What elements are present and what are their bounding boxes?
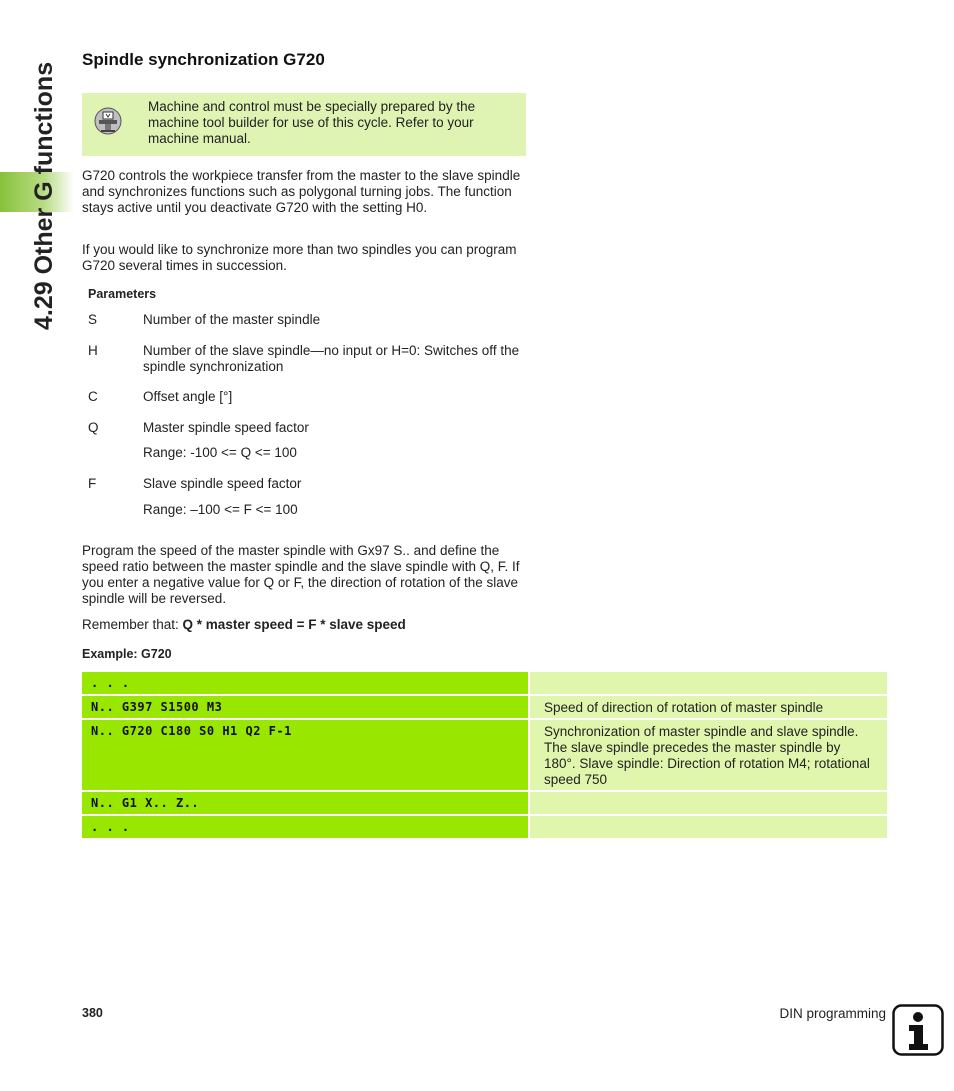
example-title: Example: G720 bbox=[82, 647, 172, 661]
param-desc: Number of the slave spindle—no input or H=0: Switches off the spindle synchronization bbox=[143, 343, 520, 374]
code-cell: N.. G397 S1500 M3 bbox=[82, 696, 528, 718]
code-cell: . . . bbox=[82, 816, 528, 838]
table-row bbox=[82, 816, 887, 838]
multi-spindle-paragraph: If you would like to synchronize more than two spindles you can program G720 several times in succession. bbox=[82, 242, 517, 273]
comment-cell bbox=[530, 792, 887, 814]
param-range: Range: –100 <= F <= 100 bbox=[143, 502, 298, 517]
param-key: F bbox=[88, 476, 97, 491]
comment-cell: Speed of direction of rotation of master spindle bbox=[530, 696, 887, 718]
param-desc: Slave spindle speed factor bbox=[143, 476, 302, 491]
section-heading: Spindle synchronization G720 bbox=[82, 50, 325, 69]
comment-cell: Synchronization of master spindle and slave spindle. The slave spindle precedes the master spindle by 180°. Slave spindle: Direction of rotation M4; rotational speed 750 bbox=[530, 720, 887, 790]
param-range: Range: -100 <= Q <= 100 bbox=[143, 445, 297, 460]
intro-paragraph: G720 controls the workpiece transfer from the master to the slave spindle and synchronizes functions such as polygonal turning jobs. The function stays active until you deactivate G720 with the setting H0. bbox=[82, 168, 521, 215]
table-row bbox=[82, 720, 887, 790]
remember-prefix: Remember that: bbox=[82, 617, 183, 632]
code-cell: . . . bbox=[82, 672, 528, 694]
code-cell: N.. G720 C180 S0 H1 Q2 F-1 bbox=[82, 720, 528, 790]
param-desc: Number of the master spindle bbox=[143, 312, 321, 327]
page-number: 380 bbox=[82, 1006, 103, 1020]
chapter-side-title: 4.29 Other G functions bbox=[30, 61, 58, 330]
param-key: Q bbox=[88, 420, 99, 435]
code-cell: N.. G1 X.. Z.. bbox=[82, 792, 528, 814]
table-row bbox=[82, 792, 887, 814]
table-row bbox=[82, 672, 887, 694]
parameters-title: Parameters bbox=[88, 287, 157, 301]
machine-note-box bbox=[82, 93, 526, 156]
info-icon[interactable] bbox=[892, 1004, 944, 1056]
speed-ratio-paragraph: Program the speed of the master spindle with Gx97 S.. and define the speed ratio between the master spindle and the slave spindle with Q, F. If you enter a negative value for Q or F, the direction of rotation of the slave spindle will be reversed. bbox=[82, 543, 520, 606]
param-key: S bbox=[88, 312, 98, 327]
machine-note-text: Machine and control must be specially prepared by the machine tool builder for use of this cycle. Refer to your machine manual. bbox=[148, 99, 476, 146]
footer-section-label: DIN programming bbox=[779, 1006, 886, 1021]
machine-icon bbox=[94, 107, 122, 135]
remember-formula: Q * master speed = F * slave speed bbox=[182, 617, 406, 632]
param-key: C bbox=[88, 389, 98, 404]
comment-cell bbox=[530, 816, 887, 838]
param-desc: Offset angle [°] bbox=[143, 389, 233, 404]
comment-cell bbox=[530, 672, 887, 694]
param-key: H bbox=[88, 343, 98, 358]
table-row bbox=[82, 696, 887, 718]
param-desc: Master spindle speed factor bbox=[143, 420, 309, 435]
remember-line bbox=[82, 617, 528, 633]
example-code-table bbox=[82, 672, 887, 840]
